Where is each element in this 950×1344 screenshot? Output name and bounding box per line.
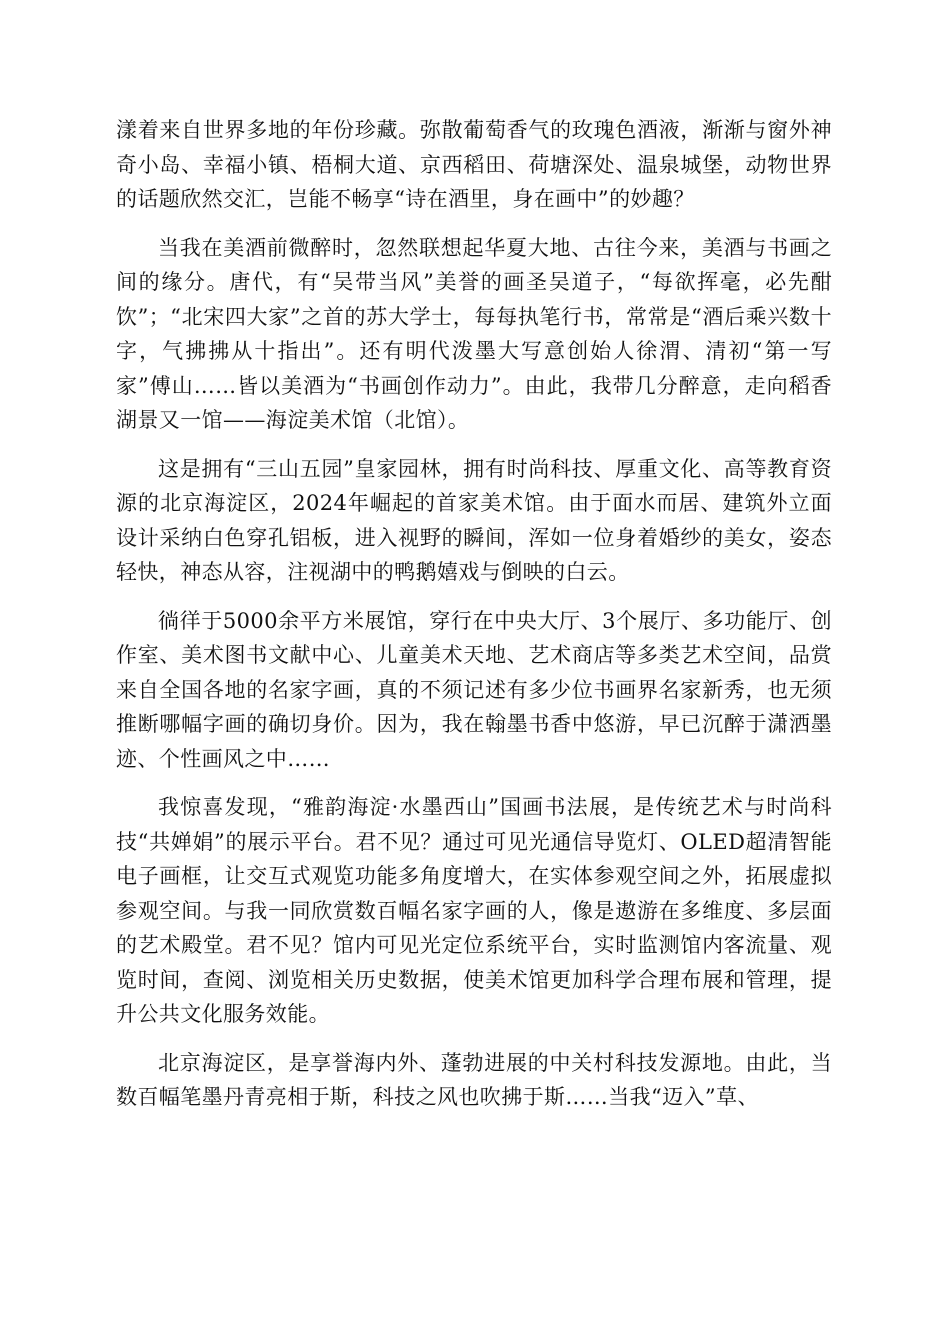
paragraph-6: 北京海淀区，是享誉海内外、蓬勃进展的中关村科技发源地。由此，当数百幅笔墨丹青亮相于斯，科技之风也吹拂于斯……当我“迈入”草、: [116, 1050, 832, 1109]
paragraph-4: 徜徉于5000余平方米展馆，穿行在中央大厅、3个展厅、多功能厅、创作室、美术图书文献中心、儿童美术天地、艺术商店等多类艺术空间，品赏来自全国各地的名家字画，真的不须记述有多少位书画界名家新秀，也无须推断哪幅字画的确切身价。因为，我在翰墨书香中悠游，早已沉醉于潇洒墨迹、个性画风之中……: [116, 608, 832, 771]
paragraph-3: 这是拥有“三山五园”皇家园林，拥有时尚科技、厚重文化、高等教育资源的北京海淀区，2024年崛起的首家美术馆。由于面水而居、建筑外立面设计采纳白色穿孔铝板，进入视野的瞬间，浑如一位身着婚纱的美女，姿态轻快，神态从容，注视湖中的鸭鹅嬉戏与倒映的白云。: [116, 456, 832, 584]
paragraph-2: 当我在美酒前微醉时，忽然联想起华夏大地、古往今来，美酒与书画之间的缘分。唐代，有“吴带当风”美誉的画圣吴道子，“每欲挥毫，必先酣饮”；“北宋四大家”之首的苏大学士，每每执笔行书，常常是“酒后乘兴数十字，气拂拂从十指出”。还有明代泼墨大写意创始人徐渭、清初“第一写家”傅山……皆以美酒为“书画创作动力”。由此，我带几分醉意，走向稻香湖景又一馆——海淀美术馆（北馆）。: [116, 235, 832, 432]
article-body: [116, 113, 832, 1129]
paragraph-5: 我惊喜发现，“雅韵海淀·水墨西山”国画书法展，是传统艺术与时尚科技“共婵娟”的展示平台。君不见？通过可见光通信导览灯、OLED超清智能电子画框，让交互式观览功能多角度增大，在实体参观空间之外，拓展虚拟参观空间。与我一同欣赏数百幅名家字画的人，像是遨游在多维度、多层面的艺术殿堂。君不见？馆内可见光定位系统平台，实时监测馆内客流量、观览时间，查阅、浏览相关历史数据，使美术馆更加科学合理布展和管理，提升公共文化服务效能。: [116, 795, 832, 1026]
paragraph-1: 漾着来自世界多地的年份珍藏。弥散葡萄香气的玫瑰色酒液，渐渐与窗外神奇小岛、幸福小镇、梧桐大道、京西稻田、荷塘深处、温泉城堡，动物世界的话题欣然交汇，岂能不畅享“诗在酒里，身在画中”的妙趣？: [116, 118, 832, 211]
